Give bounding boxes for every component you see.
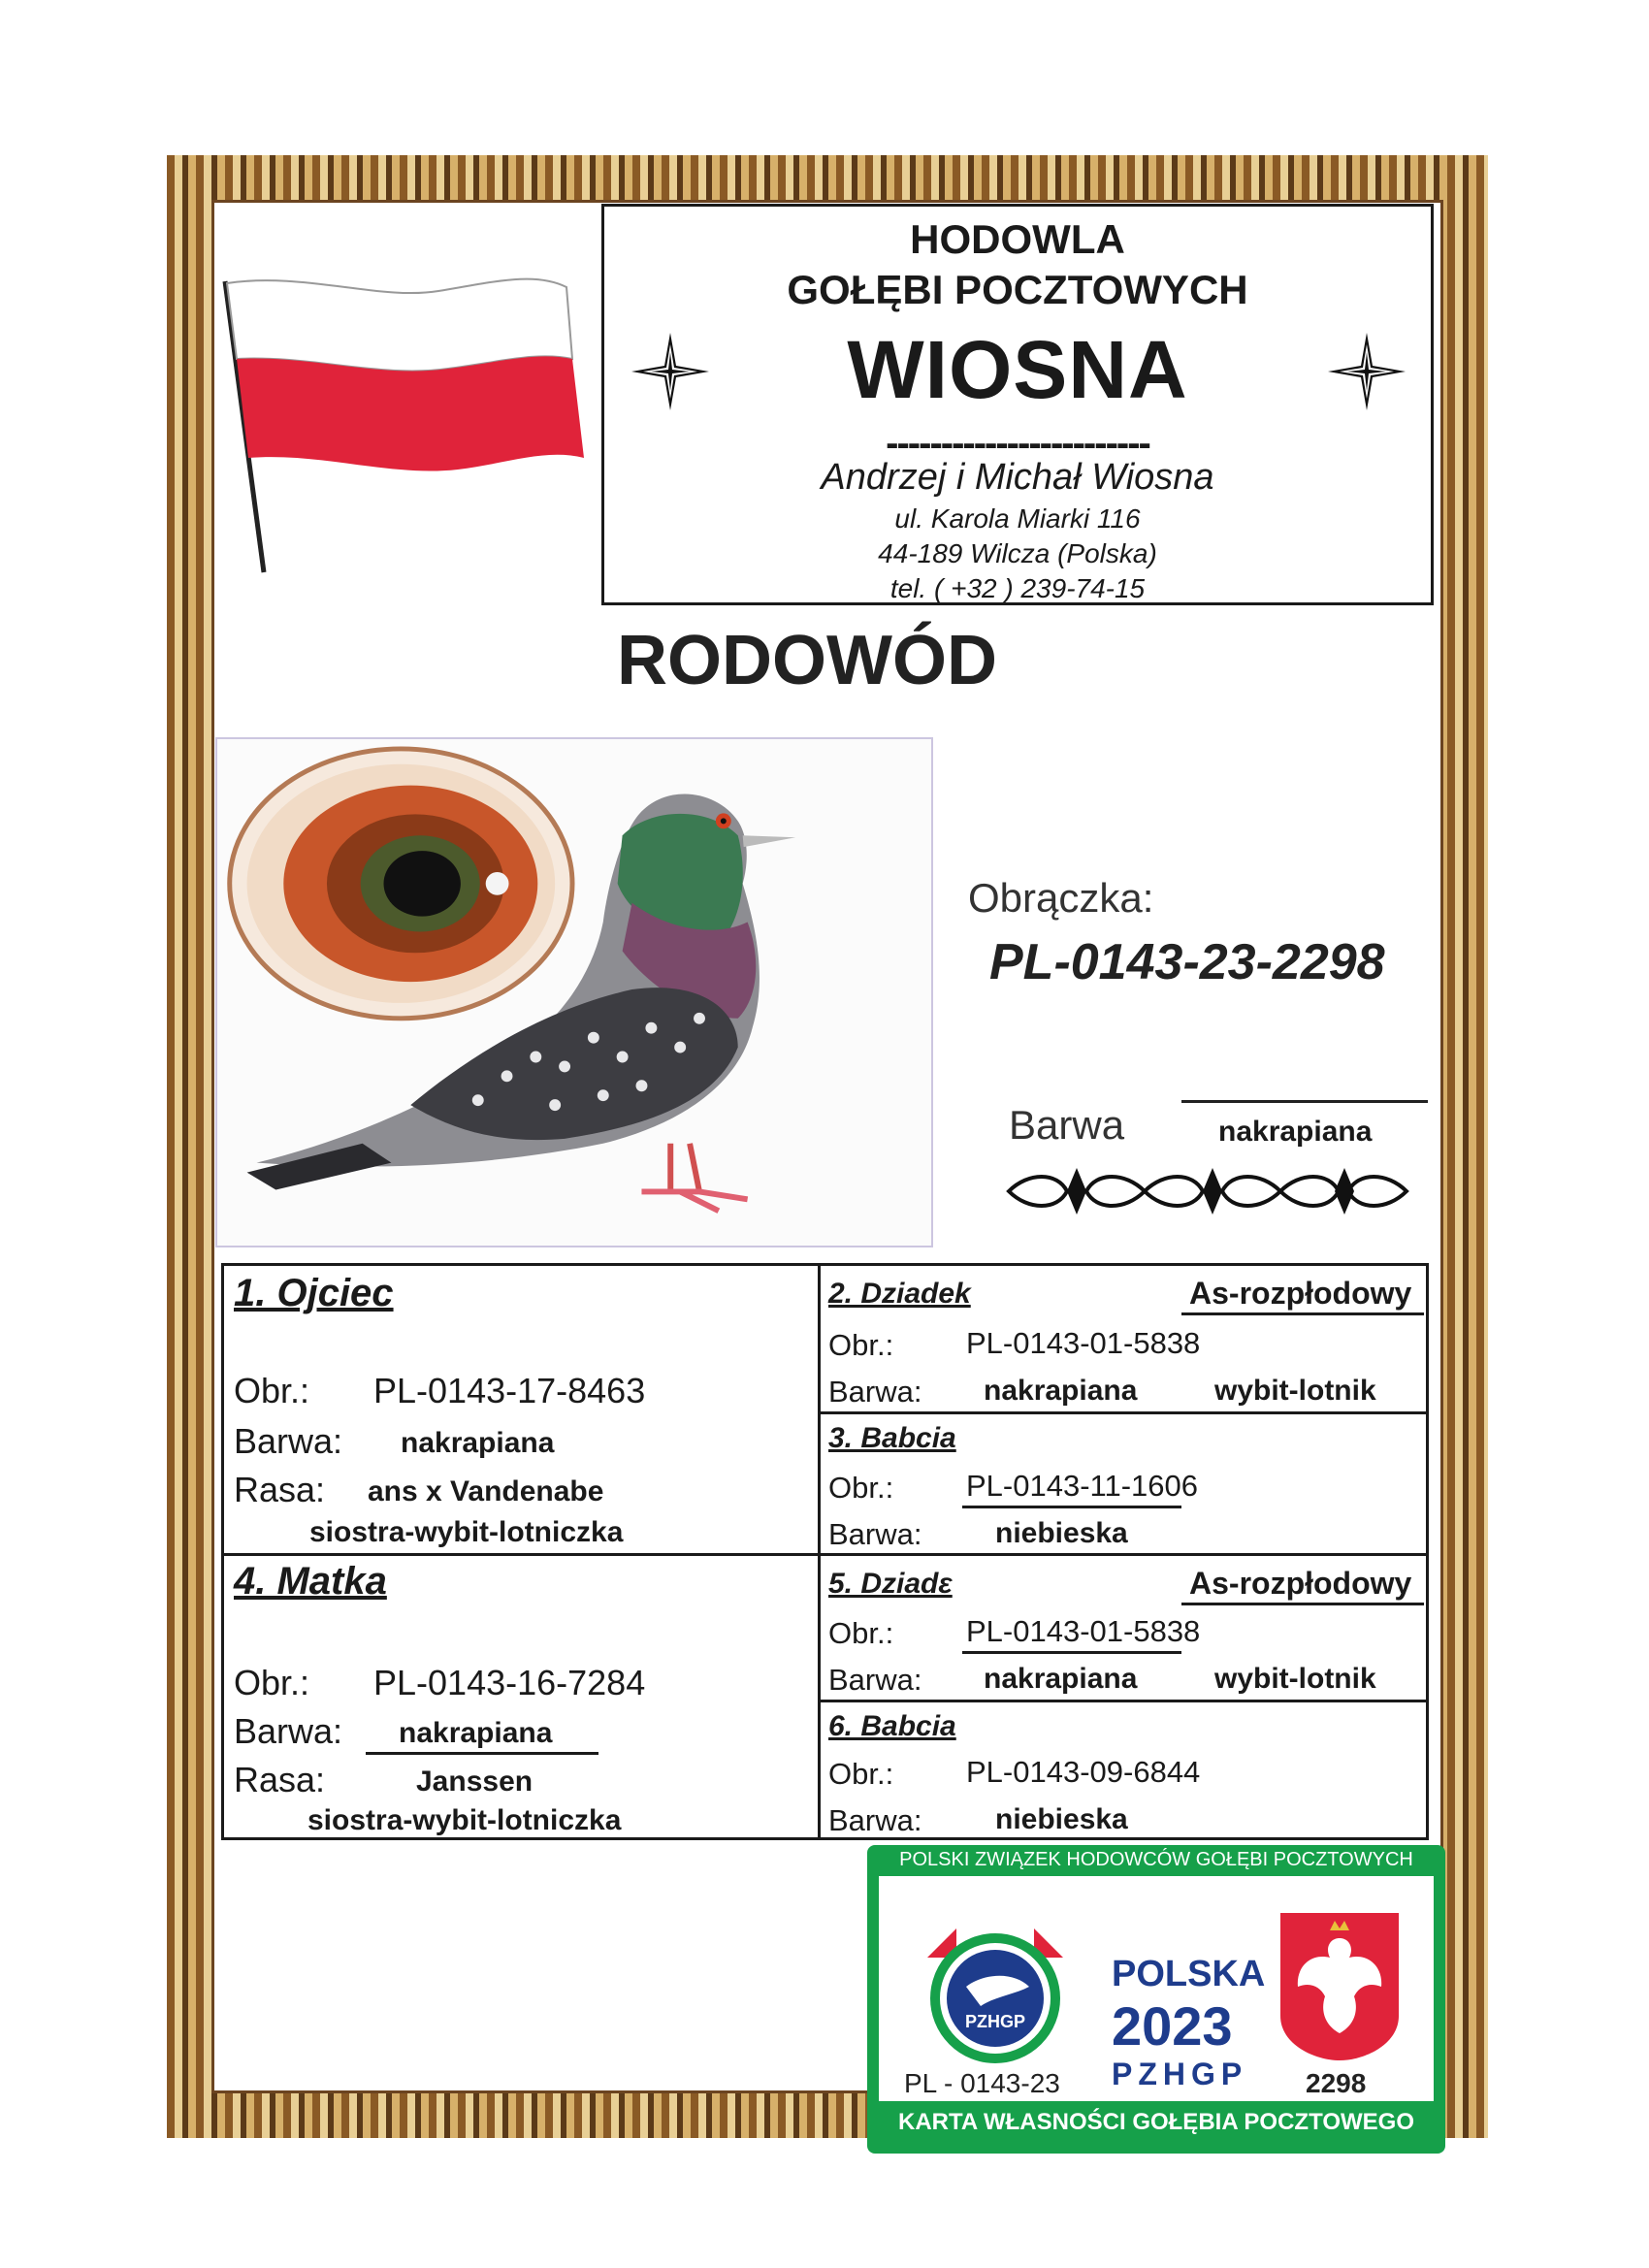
- grandfather-1-barwa-label: Barwa:: [828, 1375, 922, 1409]
- grandfather-1-extra: wybit-lotnik: [1214, 1375, 1376, 1407]
- grandfather-1-ring: PL-0143-01-5838: [966, 1326, 1201, 1360]
- grandfather-2-extra: wybit-lotnik: [1214, 1663, 1376, 1695]
- father-obr-label: Obr.:: [234, 1371, 310, 1410]
- polish-flag: [215, 262, 603, 582]
- grandfather-1-tag: As-rozpłodowy: [1189, 1276, 1412, 1311]
- grandmother-2-obr-label: Obr.:: [828, 1757, 894, 1791]
- grandfather-1-color: nakrapiana: [984, 1375, 1138, 1407]
- card-ring: PL - 0143-23: [904, 2068, 1060, 2098]
- card-footer: KARTA WŁASNOŚCI GOŁĘBIA POCZTOWEGO: [898, 2109, 1414, 2135]
- breeder-name: WIOSNA: [847, 324, 1188, 415]
- grandmother-1-heading: 3. Babcia: [828, 1422, 956, 1454]
- owners: Andrzej i Michał Wiosna: [821, 457, 1214, 498]
- ring-label: Obrączka:: [968, 875, 1154, 921]
- grandfather-1-tag-underline: [1181, 1312, 1424, 1315]
- grandmother-1-color: niebieska: [995, 1517, 1128, 1549]
- phone: tel. ( +32 ) 239-74-15: [889, 573, 1146, 603]
- card-header: POLSKI ZWIĄZEK HODOWCÓW GOŁĘBI POCZTOWYCH: [899, 1849, 1413, 1870]
- grandfather-1-obr-label: Obr.:: [828, 1328, 894, 1362]
- grandmother-1-barwa-label: Barwa:: [828, 1517, 922, 1551]
- father-note: siostra-wybit-lotniczka: [309, 1516, 624, 1548]
- card-body: [879, 1876, 1434, 2101]
- card-year: 2023: [1112, 1995, 1233, 2057]
- page-title: RODOWÓD: [617, 622, 997, 699]
- compass-star-icon: [1326, 331, 1407, 412]
- grandmother-2-color: niebieska: [995, 1803, 1128, 1835]
- grandmother-1-cell: [818, 1411, 1429, 1556]
- compass-star-icon: [630, 331, 711, 412]
- grandfather-2-tag-underline: [1181, 1603, 1424, 1605]
- grandfather-2-barwa-label: Barwa:: [828, 1663, 922, 1697]
- card-org: PZHGP: [1112, 2057, 1248, 2091]
- mother-barwa-label: Barwa:: [234, 1711, 343, 1751]
- grandfather-2-ring: PL-0143-01-5838: [966, 1614, 1201, 1648]
- father-color: nakrapiana: [401, 1427, 555, 1459]
- grandfather-2-color: nakrapiana: [984, 1663, 1138, 1695]
- mother-breed: Janssen: [416, 1766, 534, 1798]
- mother-heading: 4. Matka: [234, 1560, 387, 1603]
- mother-rasa-label: Rasa:: [234, 1760, 326, 1799]
- grandmother-1-obr-label: Obr.:: [828, 1471, 894, 1505]
- grandfather-2-tag: As-rozpłodowy: [1189, 1566, 1412, 1601]
- color-label: Barwa: [1009, 1102, 1125, 1148]
- father-heading: 1. Ojciec: [234, 1272, 394, 1314]
- grandmother-1-ring-underline: [962, 1506, 1181, 1508]
- card-country: POLSKA: [1112, 1954, 1266, 1994]
- father-breed: ans x Vandenabe: [368, 1475, 604, 1507]
- header-line-2: GOŁĘBI POCZTOWYCH: [787, 267, 1248, 312]
- father-ring: PL-0143-17-8463: [373, 1371, 646, 1410]
- card-number: 2298: [1306, 2068, 1367, 2098]
- breeder-header: [601, 204, 1434, 605]
- color-value: nakrapiana: [1218, 1116, 1373, 1148]
- mother-obr-label: Obr.:: [234, 1663, 310, 1702]
- grandmother-2-heading: 6. Babcia: [828, 1710, 956, 1742]
- pzhgp-logo: [898, 1919, 1092, 2074]
- ownership-card: [867, 1845, 1445, 2154]
- grandmother-2-ring: PL-0143-09-6844: [966, 1755, 1201, 1789]
- father-barwa-label: Barwa:: [234, 1421, 343, 1461]
- address-street: ul. Karola Miarki 116: [894, 503, 1141, 534]
- color-underline: [1181, 1100, 1428, 1103]
- grandfather-1-heading: 2. Dziadek: [828, 1278, 971, 1310]
- logo-text: PZHGP: [964, 2012, 1026, 2031]
- grandmother-2-barwa-label: Barwa:: [828, 1803, 922, 1837]
- mother-cell: [221, 1553, 821, 1840]
- mother-ring: PL-0143-16-7284: [373, 1663, 646, 1702]
- header-divider: ------------------------: [886, 422, 1149, 465]
- father-rasa-label: Rasa:: [234, 1470, 326, 1509]
- ring-number: PL-0143-23-2298: [989, 934, 1385, 990]
- pigeon-photo: [215, 737, 933, 1247]
- header-line-1: HODOWLA: [910, 216, 1125, 262]
- father-cell: [221, 1263, 821, 1556]
- grandmother-1-ring: PL-0143-11-1606: [966, 1469, 1198, 1503]
- address-city: 44-189 Wilcza (Polska): [878, 538, 1157, 568]
- mother-color: nakrapiana: [399, 1717, 553, 1749]
- grandfather-2-heading: 5. Dziadε: [828, 1568, 953, 1600]
- grandfather-2-cell: [818, 1553, 1429, 1702]
- grandfather-2-ring-underline: [962, 1651, 1181, 1654]
- grandfather-1-cell: [818, 1263, 1429, 1414]
- white-eagle-emblem: [1277, 1909, 1403, 2062]
- grandfather-2-obr-label: Obr.:: [828, 1616, 894, 1650]
- mother-note: siostra-wybit-lotniczka: [307, 1804, 622, 1836]
- grandmother-2-cell: [818, 1700, 1429, 1840]
- ornament-fleur-icon: [999, 1164, 1416, 1218]
- mother-color-underline: [366, 1752, 598, 1755]
